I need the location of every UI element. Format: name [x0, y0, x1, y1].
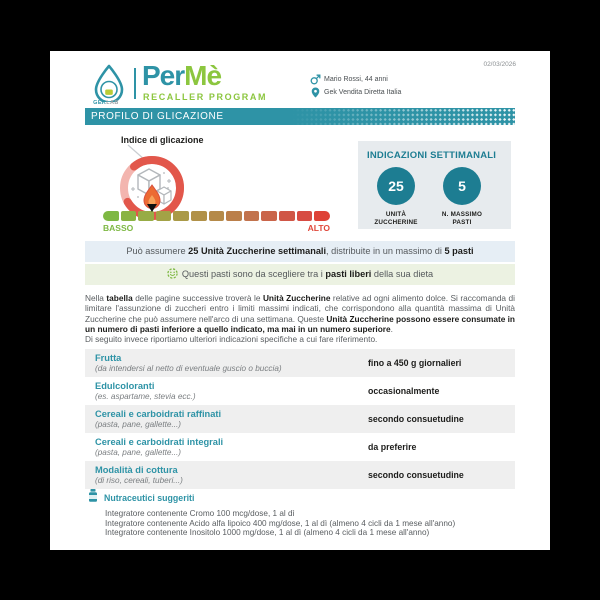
instructions-paragraph: Nella tabella delle pagine successive troverà le Unità Zuccherine relative ad ogni alimento dolce. Si raccomanda di limitare l'assunzione di zuccheri entro i limiti massimi indicati, che corrispondono alla quantità massima di Unità Zuccherine che può assumere nell'arco di una settimana. Queste Unità Zuccherine possono essere consumate in un numero di pasti inferiore a quello indicato, ma mai in un numero superiore. Di seguito invece riportiamo ulteriori indicazioni specifiche a cui fare riferimento. — [85, 293, 516, 345]
weekly-title: INDICAZIONI SETTIMANALI — [367, 150, 497, 161]
row-title: Modalità di cottura — [95, 464, 178, 475]
weekly-item-label: N. MASSIMO PASTI — [441, 211, 483, 226]
scale-segment — [191, 211, 207, 221]
row-title: Frutta — [95, 352, 122, 363]
free-meals-note: Questi pasti sono da scegliere tra i pasti liberi della sua dieta — [85, 264, 515, 285]
nutraceutical-line: Integratore contenente Cromo 100 mcg/dose, 1 al dì — [105, 509, 295, 518]
row-subtitle: (pasta, pane, gallette...) — [95, 447, 182, 457]
smiley-icon — [167, 266, 178, 287]
row-value: fino a 450 g giornalieri — [368, 358, 462, 368]
table-row — [85, 433, 515, 461]
weekly-value-circle: 25 — [377, 167, 415, 205]
sugar-units-summary: Può assumere 25 Unità Zuccherine settimanali, distribuite in un massimo di 5 pasti — [85, 241, 515, 262]
scale-segment — [226, 211, 242, 221]
patient-name-row — [310, 73, 401, 85]
table-row — [85, 377, 515, 405]
food-indications-table — [85, 349, 515, 489]
row-value: secondo consuetudine — [368, 470, 464, 480]
weekly-value-circle: 5 — [443, 167, 481, 205]
report-date: 02/03/2026 — [483, 61, 516, 68]
scale-bar — [103, 211, 330, 221]
section-title: PROFILO DI GLICAZIONE — [91, 111, 224, 122]
weekly-item — [363, 167, 429, 227]
brand-name: PerMè — [142, 60, 222, 91]
geklab-drop-icon — [90, 64, 128, 102]
row-title: Cereali e carboidrati raffinati — [95, 408, 222, 419]
scale-segment — [279, 211, 295, 221]
scale-segment — [261, 211, 277, 221]
scale-segment — [314, 211, 330, 221]
scale-segment — [121, 211, 137, 221]
geklab-wordmark: GEKLAB — [93, 100, 119, 106]
row-subtitle: (da intendersi al netto di eventuale guscio o buccia) — [95, 363, 282, 373]
brand-program: RECALLER PROGRAM — [143, 92, 268, 102]
patient-center: Gek Vendita Diretta Italia — [324, 88, 402, 96]
scale-segment — [244, 211, 260, 221]
scale-high-label: ALTO — [307, 223, 330, 233]
nutraceutical-line: Integratore contenente Inositolo 1000 mg/dose, 1 al dì (almeno 4 cicli da 1 mese all'anno) — [105, 528, 430, 538]
patient-info — [310, 73, 401, 99]
scale-segment — [297, 211, 313, 221]
patient-center-row — [310, 86, 401, 98]
row-subtitle: (di riso, cereali, tuberi...) — [95, 475, 183, 485]
weekly-item — [429, 167, 495, 227]
supplement-bottle-icon — [88, 489, 104, 507]
row-value: secondo consuetudine — [368, 414, 464, 424]
nutraceuticals-title: Nutraceutici suggeriti — [104, 493, 195, 503]
row-title: Cereali e carboidrati integrali — [95, 436, 224, 447]
glycation-index-label: Indice di glicazione — [121, 135, 204, 145]
male-icon — [310, 74, 321, 85]
scale-segment — [156, 211, 172, 221]
row-title: Edulcoloranti — [95, 380, 155, 391]
table-row — [85, 461, 515, 489]
row-subtitle: (es. aspartame, stevia ecc.) — [95, 391, 196, 401]
nutraceutical-line: Integratore contenente Acido alfa lipoico 400 mg/dose, 1 al dì (almeno 4 cicli da 1 mese all'anno) — [105, 518, 456, 528]
table-row — [85, 405, 515, 433]
weekly-item-label: UNITÀ ZUCCHERINE — [374, 211, 418, 226]
report-page — [50, 51, 550, 550]
scale-segment — [103, 211, 119, 221]
row-subtitle: (pasta, pane, gallette...) — [95, 419, 182, 429]
patient-name: Mario Rossi, 44 anni — [324, 75, 388, 83]
scale-segment — [173, 211, 189, 221]
row-value: da preferire — [368, 442, 417, 452]
row-value: occasionalmente — [368, 386, 440, 396]
table-row — [85, 349, 515, 377]
brand-divider — [134, 68, 136, 99]
section-banner — [85, 108, 515, 125]
scale-segment — [209, 211, 225, 221]
location-pin-icon — [310, 87, 321, 98]
nutraceuticals-section — [88, 489, 518, 538]
scale-low-label: BASSO — [103, 223, 134, 233]
scale-marker — [147, 204, 157, 212]
weekly-indications-box — [358, 141, 511, 229]
scale-segment — [138, 211, 154, 221]
halftone-pattern — [291, 108, 515, 125]
glycation-scale — [103, 211, 330, 233]
